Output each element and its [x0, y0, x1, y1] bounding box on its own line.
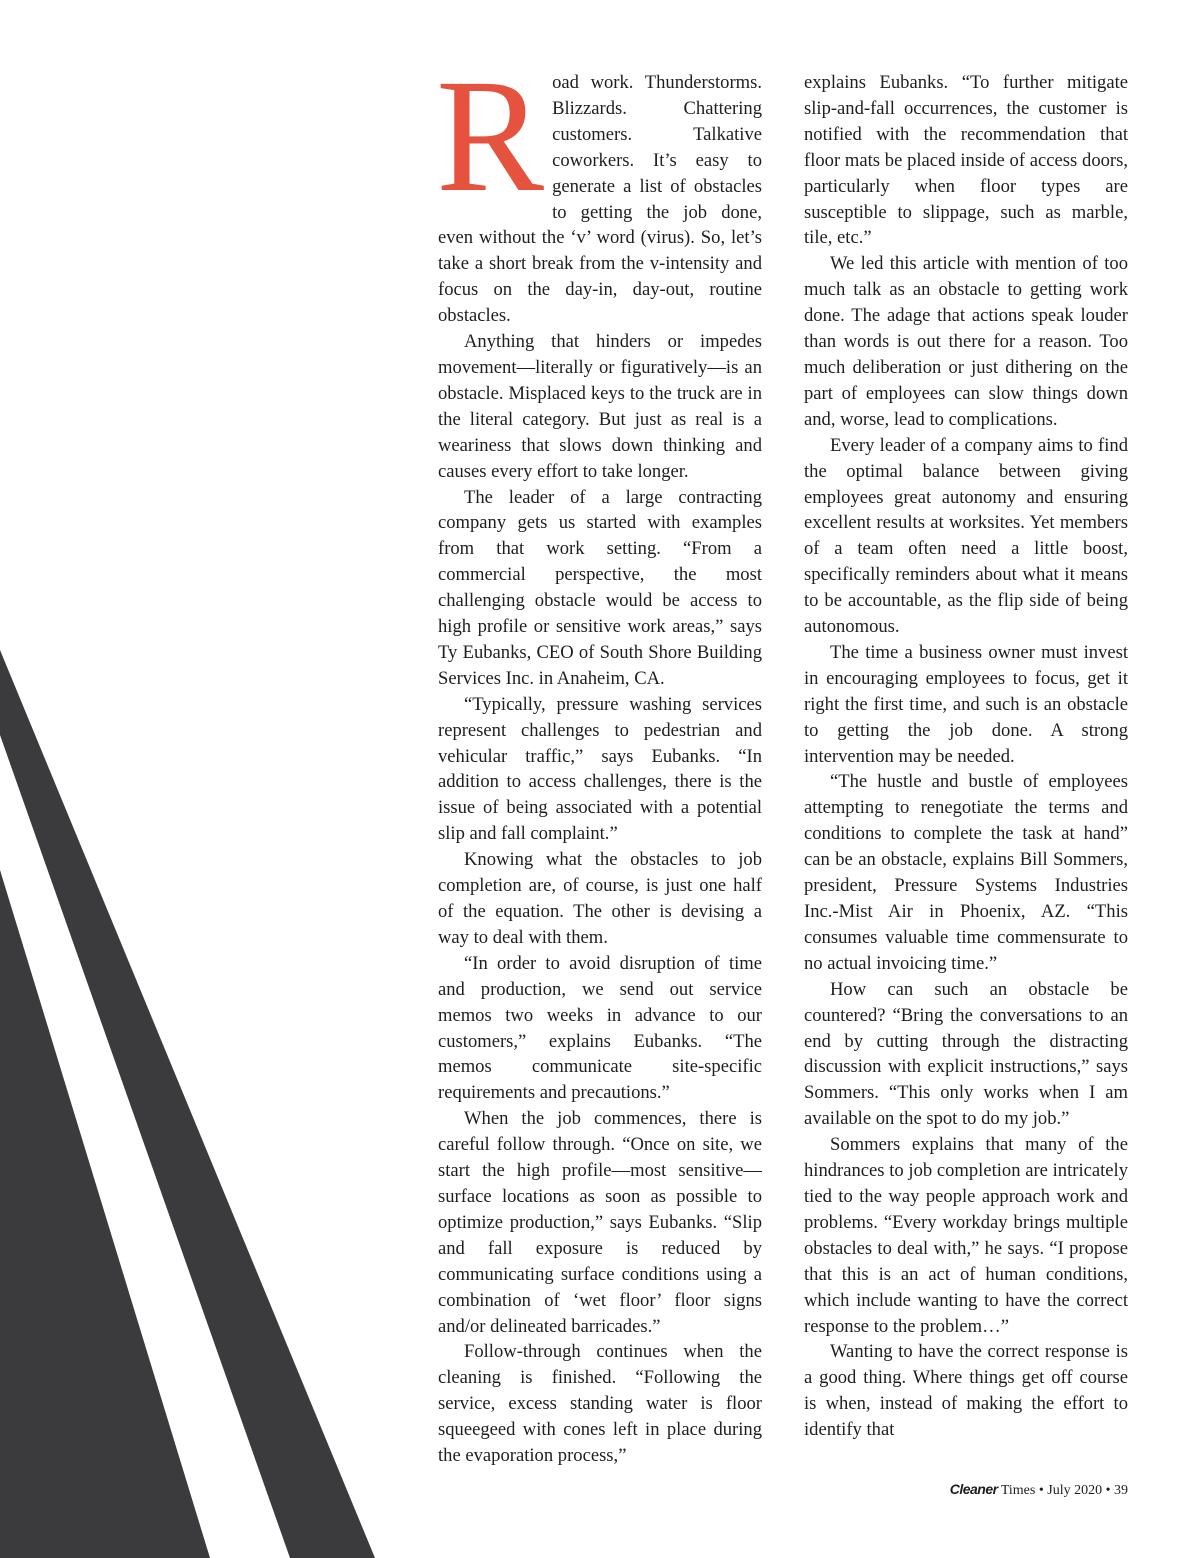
drop-cap: R	[436, 47, 545, 226]
paragraph-8: Follow-through continues when the cleaning is finished. “Following the service, excess standing water is floor squeegeed with cones left in place during the evaporation process,”	[438, 1341, 762, 1467]
footer-separator: •	[1035, 1483, 1048, 1498]
paragraph-5: Knowing what the obstacles to job completion are, of course, is just one half of the equation. The other is devising a way to deal with them.	[438, 849, 762, 948]
paragraph-11: The time a business owner must invest in encouraging employees to focus, get it right the first time, and such is an obstacle to getting the job done. A strong intervention may be needed.	[804, 641, 1128, 767]
paragraph-10: Every leader of a company aims to find the optimal balance between giving employees great autonomy and ensuring excellent results at worksites. Yet members of a team often need a little boost, specifically reminders about what it means to be accountable, as the flip side of being autonomous.	[804, 434, 1128, 638]
paragraph-14: Sommers explains that many of the hindrances to job completion are intricately tied to the way people approach work and problems. “Every workday brings multiple obstacles to deal with,” he says. “I propose that this is an act of human conditions, which include wanting to have the correct response to the problem…”	[804, 1134, 1128, 1337]
stripe-left	[0, 870, 210, 1558]
page-number: 39	[1114, 1483, 1128, 1498]
issue-date: July 2020	[1047, 1483, 1103, 1498]
magazine-brand: Cleaner	[949, 1481, 998, 1497]
paragraph-13: How can such an obstacle be countered? “Bring the conversations to an end by cutting through the distracting discussion with explicit instructions,” says Sommers. “This only works when I am available on the spot to do my job.”	[804, 978, 1128, 1130]
article-column-left	[436, 47, 762, 1469]
paragraph-4: “Typically, pressure washing services represent challenges to pedestrian and vehicular traffic,” says Eubanks. “In addition to access challenges, there is the issue of being associated with a potential slip and fall complaint.”	[438, 693, 762, 845]
paragraph-12: “The hustle and bustle of employees attempting to renegotiate the terms and conditions to complete the task at hand” can be an obstacle, explains Bill Sommers, president, Pressure Systems Industries Inc.-Mist Air in Phoenix, AZ. “This consumes valuable time commensurate to no actual invoicing time.”	[804, 771, 1128, 974]
paragraph-15: Wanting to have the correct response is a good thing. Where things get off course is when, instead of making the effort to identify that	[804, 1341, 1128, 1441]
paragraph-2: Anything that hinders or impedes movement—literally or figuratively—is an obstacle. Misplaced keys to the truck are in the literal category. But just as real is a weariness that slows down thinking and causes every effort to take longer.	[438, 331, 762, 482]
paragraph-3: The leader of a large contracting company gets us started with examples from that work setting. “From a commercial perspective, the most challenging obstacle would be access to high profile or sensitive work areas,” says Ty Eubanks, CEO of South Shore Building Services Inc. in Anaheim, CA.	[438, 486, 762, 689]
paragraph-7: When the job commences, there is careful follow through. “Once on site, we start the high profile—most sensitive—surface locations as soon as possible to optimize production,” says Eubanks. “Slip and fall exposure is reduced by communicating surface conditions using a combination of ‘wet floor’ floor signs and/or delineated barricades.”	[438, 1108, 762, 1337]
paragraph-9: We led this article with mention of too much talk as an obstacle to getting work done. The adage that actions speak louder than words is out there for a reason. Too much deliberation or just dithering on the part of employees can slow things down and, worse, lead to complications.	[804, 253, 1128, 430]
magazine-brand-rest: Times	[997, 1483, 1036, 1498]
article-column-right	[804, 70, 1128, 1443]
footer-separator: •	[1102, 1483, 1114, 1498]
page-footer	[950, 1480, 1128, 1500]
stripe-right	[0, 650, 375, 1558]
paragraph-6: “In order to avoid disruption of time and production, we send out service memos two weeks in advance to our customers,” explains Eubanks. “The memos communicate site-specific requirements and precautions.”	[438, 952, 762, 1104]
paragraph-1: oad work. Thunderstorms. Blizzards. Chattering customers. Talkative coworkers. It’s easy to generate a list of obstacles to getting the job done, even without the ‘v’ word (virus). So, let’s take a short break from the v-intensity and focus on the day-in, day-out, routine obstacles.	[438, 72, 762, 327]
paragraph-continued: explains Eubanks. “To further mitigate slip-and-fall occurrences, the customer is notified with the recommendation that floor mats be placed inside of access doors, particularly when floor types are susceptible to slippage, such as marble, tile, etc.”	[804, 72, 1128, 249]
